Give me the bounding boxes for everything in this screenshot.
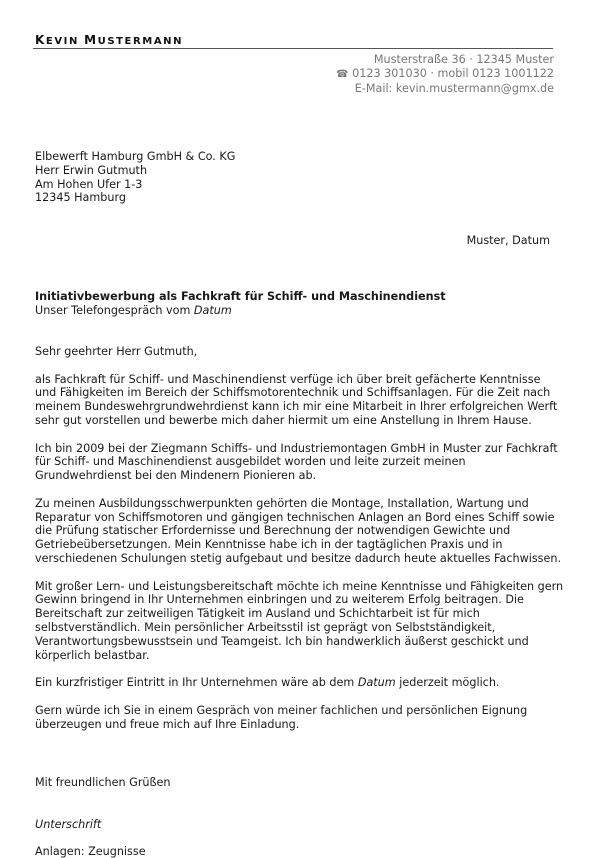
subject-reference [35,304,446,318]
subject-ref-date: Datum [193,304,232,317]
sender-address: Musterstraße 36 · 12345 Muster [373,53,554,66]
place-date: Muster, Datum [466,234,550,247]
salutation: Sehr geehrter Herr Gutmuth, [35,345,198,358]
subject-block [35,290,446,318]
closing-greeting: Mit freundlichen Grüßen [35,776,171,789]
letterhead-contact [336,53,554,95]
name-first-rest: EVIN [45,36,79,47]
recipient-address [35,150,235,205]
paragraph-focus: Zu meinen Ausbildungsschwerpunkten gehörten die Montage, Installation, Wartung und Reparatur von Schiffsmotoren und gängigen technischen Anlagen an Bord eines Schiff sowie die Prüfung statischer Erfordernisse und Berechnung der notwendigen Gewichte und Getriebeübersetzungen. Mein Kenntnisse habe ich in der tagtäglichen Praxis und in verschiedenen Schulungen stetig aufgebaut und besitze dadurch heute aktuelles Fachwissen. [35,496,562,565]
name-last-rest: USTERMANN [97,36,184,47]
recipient-company: Elbewerft Hamburg GmbH & Co. KG [35,150,236,163]
letter-body [35,345,565,745]
paragraph-start-date [35,676,565,690]
recipient-city: 12345 Hamburg [35,191,127,205]
subject-title: Initiativbewerbung als Fachkraft für Schiff- und Maschinendienst [35,290,446,303]
start-date-value: Datum [357,676,396,690]
paragraph-training: Ich bin 2009 bei der Ziegmann Schiffs- und Industriemontagen GmbH in Muster zur Fachkraft für Schiff- und Maschinendienst ausgebildet worden und leite zurzeit meinen Grundwehrdienst bei den Mindenern Pionieren ab. [35,441,558,483]
sender-phone [336,67,554,82]
paragraph-motivation: Mit großer Lern- und Leistungsbereitschaft möchte ich meine Kenntnisse und Fähigkeiten gern Gewinn bringend in Ihr Unternehmen einbringen und zu weiterem Erfolg beitragen. Die Bereitschaft zur zeitweiligen Tätigkeit im Ausland und Schichtarbeit ist für mich selbstverständlich. Mein persönlicher Arbeitsstil ist geprägt von Selbstständigkeit, Verantwortungsbewusstsein und Teamgeist. Ich bin handwerklich äußerst geschickt und körperlich belastbar. [35,579,564,662]
sender-phone-text: 0123 301030 · mobil 0123 1001122 [352,66,554,80]
paragraph-intro: als Fachkraft für Schiff- und Maschinendienst verfüge ich über breit gefächerte Kenntnisse und Fähigkeiten im Bereich der Schiffsmotorentechnik und Schiffsanlagen. Für die Zeit nach meinem Bundeswehrgrundwehrdienst kann ich mir eine Mitarbeit in Ihrer erfolgreichen Werft sehr gut vorstellen und bewerbe mich daher hiermit um eine Anstellung in Ihrem Hause. [35,372,558,427]
start-date-suffix: jederzeit möglich. [395,676,500,690]
letterhead-name [35,33,183,47]
signature-placeholder: Unterschrift [35,818,102,831]
sender-email: E-Mail: kevin.mustermann@gmx.de [354,81,554,95]
paragraph-closing-request: Gern würde ich Sie in einem Gespräch von meiner fachlichen und persönlichen Eignung überzeugen und freue mich auf Ihre Einladung. [35,703,528,731]
name-first-initial: K [35,33,46,47]
recipient-contact: Herr Erwin Gutmuth [35,163,148,177]
name-last-initial: M [84,33,98,47]
letterhead-divider [33,48,553,49]
attachments-line: Anlagen: Zeugnisse [35,845,146,858]
recipient-street: Am Hohen Ufer 1-3 [35,177,143,191]
start-date-prefix: Ein kurzfristiger Eintritt in Ihr Unternehmen wäre ab dem [35,676,358,690]
subject-ref-prefix: Unser Telefongespräch vom [35,304,194,317]
phone-icon: ☎ [336,68,349,80]
